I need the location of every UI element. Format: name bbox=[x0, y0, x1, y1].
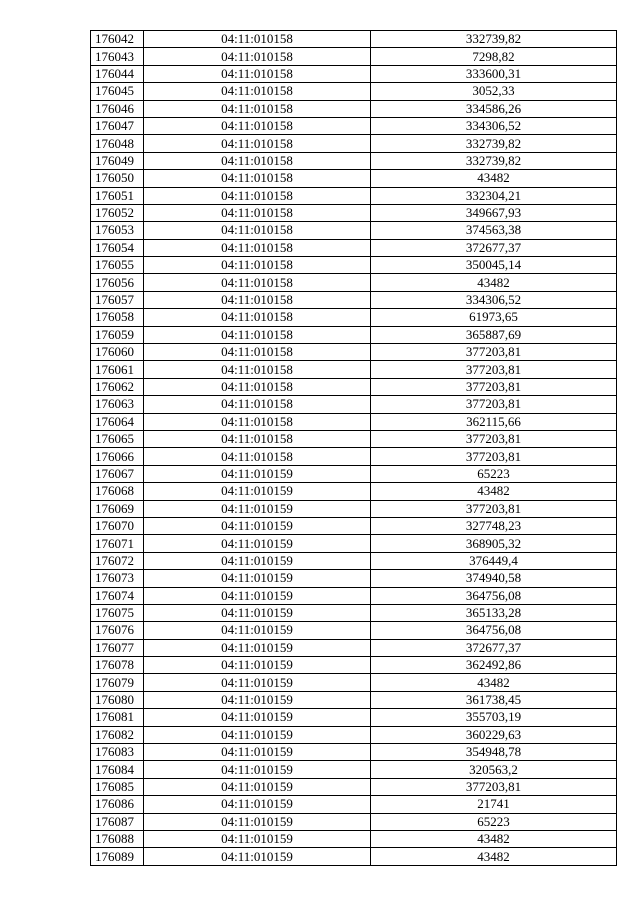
row-number-cell: 176078 bbox=[91, 657, 144, 674]
cadastral-quarter-cell: 04:11:010159 bbox=[144, 848, 371, 865]
row-number-cell: 176069 bbox=[91, 500, 144, 517]
cadastral-quarter-cell: 04:11:010158 bbox=[144, 361, 371, 378]
cadastral-quarter-cell: 04:11:010159 bbox=[144, 778, 371, 795]
table-row bbox=[91, 170, 617, 187]
row-number-cell: 176067 bbox=[91, 465, 144, 482]
row-number-cell: 176076 bbox=[91, 622, 144, 639]
row-number-cell: 176086 bbox=[91, 796, 144, 813]
value-cell: 43482 bbox=[371, 848, 617, 865]
table-row bbox=[91, 361, 617, 378]
row-number-cell: 176089 bbox=[91, 848, 144, 865]
value-cell: 360229,63 bbox=[371, 726, 617, 743]
value-cell: 332739,82 bbox=[371, 31, 617, 48]
row-number-cell: 176043 bbox=[91, 48, 144, 65]
value-cell: 364756,08 bbox=[371, 622, 617, 639]
row-number-cell: 176062 bbox=[91, 378, 144, 395]
value-cell: 65223 bbox=[371, 813, 617, 830]
table-row bbox=[91, 396, 617, 413]
value-cell: 354948,78 bbox=[371, 744, 617, 761]
table-row bbox=[91, 761, 617, 778]
value-cell: 61973,65 bbox=[371, 309, 617, 326]
table-row bbox=[91, 483, 617, 500]
table-row bbox=[91, 274, 617, 291]
table-row bbox=[91, 48, 617, 65]
table-row bbox=[91, 587, 617, 604]
value-cell: 377203,81 bbox=[371, 500, 617, 517]
value-cell: 372677,37 bbox=[371, 639, 617, 656]
value-cell: 327748,23 bbox=[371, 517, 617, 534]
row-number-cell: 176070 bbox=[91, 517, 144, 534]
table-row bbox=[91, 222, 617, 239]
value-cell: 3052,33 bbox=[371, 83, 617, 100]
table-row bbox=[91, 413, 617, 430]
value-cell: 334586,26 bbox=[371, 100, 617, 117]
row-number-cell: 176050 bbox=[91, 170, 144, 187]
value-cell: 376449,4 bbox=[371, 552, 617, 569]
cadastral-value-table bbox=[90, 30, 617, 866]
table-body bbox=[91, 31, 617, 866]
value-cell: 368905,32 bbox=[371, 535, 617, 552]
value-cell: 365133,28 bbox=[371, 604, 617, 621]
table-row bbox=[91, 204, 617, 221]
row-number-cell: 176051 bbox=[91, 187, 144, 204]
value-cell: 43482 bbox=[371, 274, 617, 291]
cadastral-quarter-cell: 04:11:010159 bbox=[144, 639, 371, 656]
value-cell: 362492,86 bbox=[371, 657, 617, 674]
value-cell: 374563,38 bbox=[371, 222, 617, 239]
table-row bbox=[91, 813, 617, 830]
cadastral-quarter-cell: 04:11:010159 bbox=[144, 500, 371, 517]
row-number-cell: 176058 bbox=[91, 309, 144, 326]
value-cell: 377203,81 bbox=[371, 778, 617, 795]
row-number-cell: 176048 bbox=[91, 135, 144, 152]
row-number-cell: 176088 bbox=[91, 830, 144, 847]
row-number-cell: 176064 bbox=[91, 413, 144, 430]
cadastral-quarter-cell: 04:11:010159 bbox=[144, 622, 371, 639]
cadastral-quarter-cell: 04:11:010159 bbox=[144, 709, 371, 726]
cadastral-quarter-cell: 04:11:010158 bbox=[144, 326, 371, 343]
cadastral-quarter-cell: 04:11:010158 bbox=[144, 152, 371, 169]
row-number-cell: 176047 bbox=[91, 117, 144, 134]
cadastral-quarter-cell: 04:11:010159 bbox=[144, 657, 371, 674]
row-number-cell: 176083 bbox=[91, 744, 144, 761]
table-row bbox=[91, 257, 617, 274]
table-row bbox=[91, 830, 617, 847]
row-number-cell: 176071 bbox=[91, 535, 144, 552]
table-row bbox=[91, 691, 617, 708]
row-number-cell: 176085 bbox=[91, 778, 144, 795]
value-cell: 334306,52 bbox=[371, 117, 617, 134]
table-row bbox=[91, 31, 617, 48]
table-row bbox=[91, 796, 617, 813]
value-cell: 377203,81 bbox=[371, 396, 617, 413]
value-cell: 374940,58 bbox=[371, 570, 617, 587]
cadastral-quarter-cell: 04:11:010159 bbox=[144, 744, 371, 761]
table-row bbox=[91, 517, 617, 534]
table-row bbox=[91, 326, 617, 343]
cadastral-quarter-cell: 04:11:010158 bbox=[144, 309, 371, 326]
row-number-cell: 176079 bbox=[91, 674, 144, 691]
row-number-cell: 176068 bbox=[91, 483, 144, 500]
value-cell: 377203,81 bbox=[371, 361, 617, 378]
cadastral-quarter-cell: 04:11:010158 bbox=[144, 430, 371, 447]
cadastral-quarter-cell: 04:11:010159 bbox=[144, 535, 371, 552]
value-cell: 21741 bbox=[371, 796, 617, 813]
cadastral-quarter-cell: 04:11:010159 bbox=[144, 604, 371, 621]
table-row bbox=[91, 848, 617, 865]
cadastral-quarter-cell: 04:11:010159 bbox=[144, 813, 371, 830]
value-cell: 377203,81 bbox=[371, 448, 617, 465]
table-row bbox=[91, 239, 617, 256]
cadastral-quarter-cell: 04:11:010158 bbox=[144, 117, 371, 134]
row-number-cell: 176060 bbox=[91, 344, 144, 361]
cadastral-quarter-cell: 04:11:010159 bbox=[144, 761, 371, 778]
table-row bbox=[91, 152, 617, 169]
value-cell: 43482 bbox=[371, 483, 617, 500]
value-cell: 372677,37 bbox=[371, 239, 617, 256]
cadastral-quarter-cell: 04:11:010158 bbox=[144, 413, 371, 430]
row-number-cell: 176061 bbox=[91, 361, 144, 378]
table-row bbox=[91, 291, 617, 308]
row-number-cell: 176072 bbox=[91, 552, 144, 569]
value-cell: 334306,52 bbox=[371, 291, 617, 308]
value-cell: 43482 bbox=[371, 830, 617, 847]
cadastral-quarter-cell: 04:11:010159 bbox=[144, 570, 371, 587]
cadastral-quarter-cell: 04:11:010158 bbox=[144, 378, 371, 395]
cadastral-quarter-cell: 04:11:010158 bbox=[144, 274, 371, 291]
table-row bbox=[91, 552, 617, 569]
cadastral-quarter-cell: 04:11:010158 bbox=[144, 83, 371, 100]
table-row bbox=[91, 65, 617, 82]
table-row bbox=[91, 674, 617, 691]
table-row bbox=[91, 100, 617, 117]
cadastral-quarter-cell: 04:11:010158 bbox=[144, 170, 371, 187]
row-number-cell: 176081 bbox=[91, 709, 144, 726]
row-number-cell: 176082 bbox=[91, 726, 144, 743]
table-row bbox=[91, 448, 617, 465]
table-row bbox=[91, 430, 617, 447]
cadastral-quarter-cell: 04:11:010158 bbox=[144, 48, 371, 65]
cadastral-quarter-cell: 04:11:010159 bbox=[144, 726, 371, 743]
row-number-cell: 176057 bbox=[91, 291, 144, 308]
row-number-cell: 176046 bbox=[91, 100, 144, 117]
table-row bbox=[91, 135, 617, 152]
value-cell: 350045,14 bbox=[371, 257, 617, 274]
table-row bbox=[91, 378, 617, 395]
row-number-cell: 176056 bbox=[91, 274, 144, 291]
cadastral-quarter-cell: 04:11:010159 bbox=[144, 691, 371, 708]
row-number-cell: 176063 bbox=[91, 396, 144, 413]
cadastral-quarter-cell: 04:11:010158 bbox=[144, 135, 371, 152]
row-number-cell: 176052 bbox=[91, 204, 144, 221]
value-cell: 332739,82 bbox=[371, 135, 617, 152]
row-number-cell: 176077 bbox=[91, 639, 144, 656]
cadastral-quarter-cell: 04:11:010158 bbox=[144, 187, 371, 204]
value-cell: 65223 bbox=[371, 465, 617, 482]
value-cell: 43482 bbox=[371, 170, 617, 187]
value-cell: 43482 bbox=[371, 674, 617, 691]
row-number-cell: 176053 bbox=[91, 222, 144, 239]
table-row bbox=[91, 500, 617, 517]
row-number-cell: 176055 bbox=[91, 257, 144, 274]
value-cell: 332304,21 bbox=[371, 187, 617, 204]
row-number-cell: 176049 bbox=[91, 152, 144, 169]
table-row bbox=[91, 570, 617, 587]
cadastral-quarter-cell: 04:11:010159 bbox=[144, 674, 371, 691]
cadastral-quarter-cell: 04:11:010159 bbox=[144, 517, 371, 534]
value-cell: 361738,45 bbox=[371, 691, 617, 708]
row-number-cell: 176059 bbox=[91, 326, 144, 343]
cadastral-quarter-cell: 04:11:010158 bbox=[144, 396, 371, 413]
value-cell: 333600,31 bbox=[371, 65, 617, 82]
cadastral-quarter-cell: 04:11:010158 bbox=[144, 65, 371, 82]
row-number-cell: 176075 bbox=[91, 604, 144, 621]
value-cell: 320563,2 bbox=[371, 761, 617, 778]
table-row bbox=[91, 709, 617, 726]
row-number-cell: 176084 bbox=[91, 761, 144, 778]
row-number-cell: 176045 bbox=[91, 83, 144, 100]
table-row bbox=[91, 657, 617, 674]
cadastral-quarter-cell: 04:11:010158 bbox=[144, 448, 371, 465]
value-cell: 365887,69 bbox=[371, 326, 617, 343]
table-row bbox=[91, 83, 617, 100]
cadastral-quarter-cell: 04:11:010158 bbox=[144, 31, 371, 48]
cadastral-quarter-cell: 04:11:010158 bbox=[144, 291, 371, 308]
row-number-cell: 176054 bbox=[91, 239, 144, 256]
value-cell: 377203,81 bbox=[371, 344, 617, 361]
table-row bbox=[91, 465, 617, 482]
row-number-cell: 176080 bbox=[91, 691, 144, 708]
value-cell: 349667,93 bbox=[371, 204, 617, 221]
row-number-cell: 176065 bbox=[91, 430, 144, 447]
table-row bbox=[91, 344, 617, 361]
cadastral-quarter-cell: 04:11:010158 bbox=[144, 222, 371, 239]
cadastral-quarter-cell: 04:11:010159 bbox=[144, 587, 371, 604]
table-row bbox=[91, 726, 617, 743]
row-number-cell: 176074 bbox=[91, 587, 144, 604]
row-number-cell: 176066 bbox=[91, 448, 144, 465]
cadastral-quarter-cell: 04:11:010158 bbox=[144, 344, 371, 361]
cadastral-quarter-cell: 04:11:010159 bbox=[144, 483, 371, 500]
row-number-cell: 176042 bbox=[91, 31, 144, 48]
row-number-cell: 176087 bbox=[91, 813, 144, 830]
cadastral-quarter-cell: 04:11:010159 bbox=[144, 796, 371, 813]
table-row bbox=[91, 535, 617, 552]
cadastral-quarter-cell: 04:11:010158 bbox=[144, 100, 371, 117]
cadastral-quarter-cell: 04:11:010159 bbox=[144, 552, 371, 569]
cadastral-quarter-cell: 04:11:010158 bbox=[144, 257, 371, 274]
table-row bbox=[91, 778, 617, 795]
table-row bbox=[91, 639, 617, 656]
value-cell: 362115,66 bbox=[371, 413, 617, 430]
table-row bbox=[91, 117, 617, 134]
row-number-cell: 176044 bbox=[91, 65, 144, 82]
value-cell: 377203,81 bbox=[371, 430, 617, 447]
value-cell: 7298,82 bbox=[371, 48, 617, 65]
table-row bbox=[91, 187, 617, 204]
cadastral-quarter-cell: 04:11:010159 bbox=[144, 830, 371, 847]
table-row bbox=[91, 309, 617, 326]
cadastral-quarter-cell: 04:11:010158 bbox=[144, 204, 371, 221]
value-cell: 355703,19 bbox=[371, 709, 617, 726]
value-cell: 332739,82 bbox=[371, 152, 617, 169]
table-row bbox=[91, 604, 617, 621]
cadastral-quarter-cell: 04:11:010159 bbox=[144, 465, 371, 482]
table-row bbox=[91, 622, 617, 639]
cadastral-quarter-cell: 04:11:010158 bbox=[144, 239, 371, 256]
row-number-cell: 176073 bbox=[91, 570, 144, 587]
table-row bbox=[91, 744, 617, 761]
value-cell: 377203,81 bbox=[371, 378, 617, 395]
value-cell: 364756,08 bbox=[371, 587, 617, 604]
